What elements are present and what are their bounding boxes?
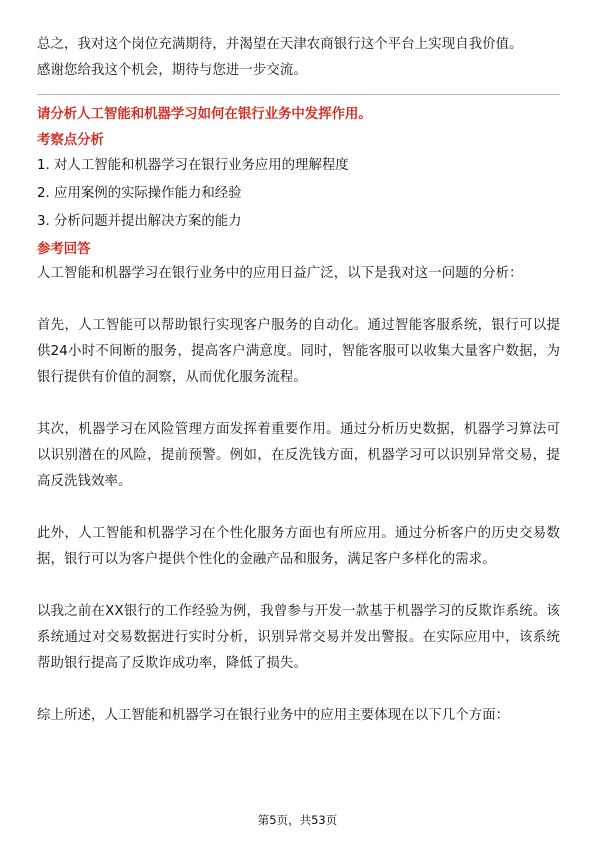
answer-paragraph-summary: 综上所述，人工智能和机器学习在银行业务中的应用主要体现在以下几个方面： bbox=[37, 708, 510, 723]
answer-paragraph-first: 首先，人工智能可以帮助银行实现客户服务的自动化。通过智能客服系统，银行可以提供24小时不间断的服务，提高客户满意度。同时，智能客服可以收集大量客户数据，为银行提供有价值的洞察，从而优化服务流程。 bbox=[37, 318, 560, 385]
paragraph-gap bbox=[37, 287, 560, 313]
answer-paragraph-second: 其次，机器学习在风险管理方面发挥着重要作用。通过分析历史数据，机器学习算法可以识别潜在的风险，提前预警。例如，在反洗钱方面，机器学习可以识别异常交易，提高反洗钱效率。 bbox=[37, 422, 560, 489]
paragraph-gap bbox=[37, 495, 560, 521]
answer-title: 参考回答 bbox=[37, 242, 91, 257]
section-divider bbox=[37, 94, 560, 95]
paragraph-gap bbox=[37, 391, 560, 417]
answer-paragraph-third: 此外，人工智能和机器学习在个性化服务方面也有所应用。通过分析客户的历史交易数据，银行可以为客户提供个性化的金融产品和服务，满足客户多样化的需求。 bbox=[37, 526, 560, 567]
closing-line-1: 总之，我对这个岗位充满期待，并渴望在天津农商银行这个平台上实现自我价值。 bbox=[37, 37, 523, 52]
paragraph-gap bbox=[37, 677, 560, 703]
answer-paragraph-intro: 人工智能和机器学习在银行业务中的应用日益广泛，以下是我对这一问题的分析： bbox=[37, 266, 523, 281]
assessment-point-1: 1. 对人工智能和机器学习在银行业务应用的理解程度 bbox=[37, 158, 349, 173]
question-heading: 请分析人工智能和机器学习如何在银行业务中发挥作用。 bbox=[37, 107, 372, 122]
assessment-point-3: 3. 分析问题并提出解决方案的能力 bbox=[37, 214, 242, 229]
paragraph-gap bbox=[37, 573, 560, 599]
page-content bbox=[37, 32, 560, 729]
answer-paragraph-example: 以我之前在XX银行的工作经验为例，我曾参与开发一款基于机器学习的反欺诈系统。该系统通过对交易数据进行实时分析，识别异常交易并发出警报。在实际应用中，该系统帮助银行提高了反欺诈成功率，降低了损失。 bbox=[37, 604, 560, 671]
closing-line-2: 感谢您给我这个机会，期待与您进一步交流。 bbox=[37, 63, 307, 78]
assessment-title: 考察点分析 bbox=[37, 133, 104, 148]
page-number: 第5页，共53页 bbox=[257, 813, 338, 827]
assessment-point-2: 2. 应用案例的实际操作能力和经验 bbox=[37, 186, 242, 201]
